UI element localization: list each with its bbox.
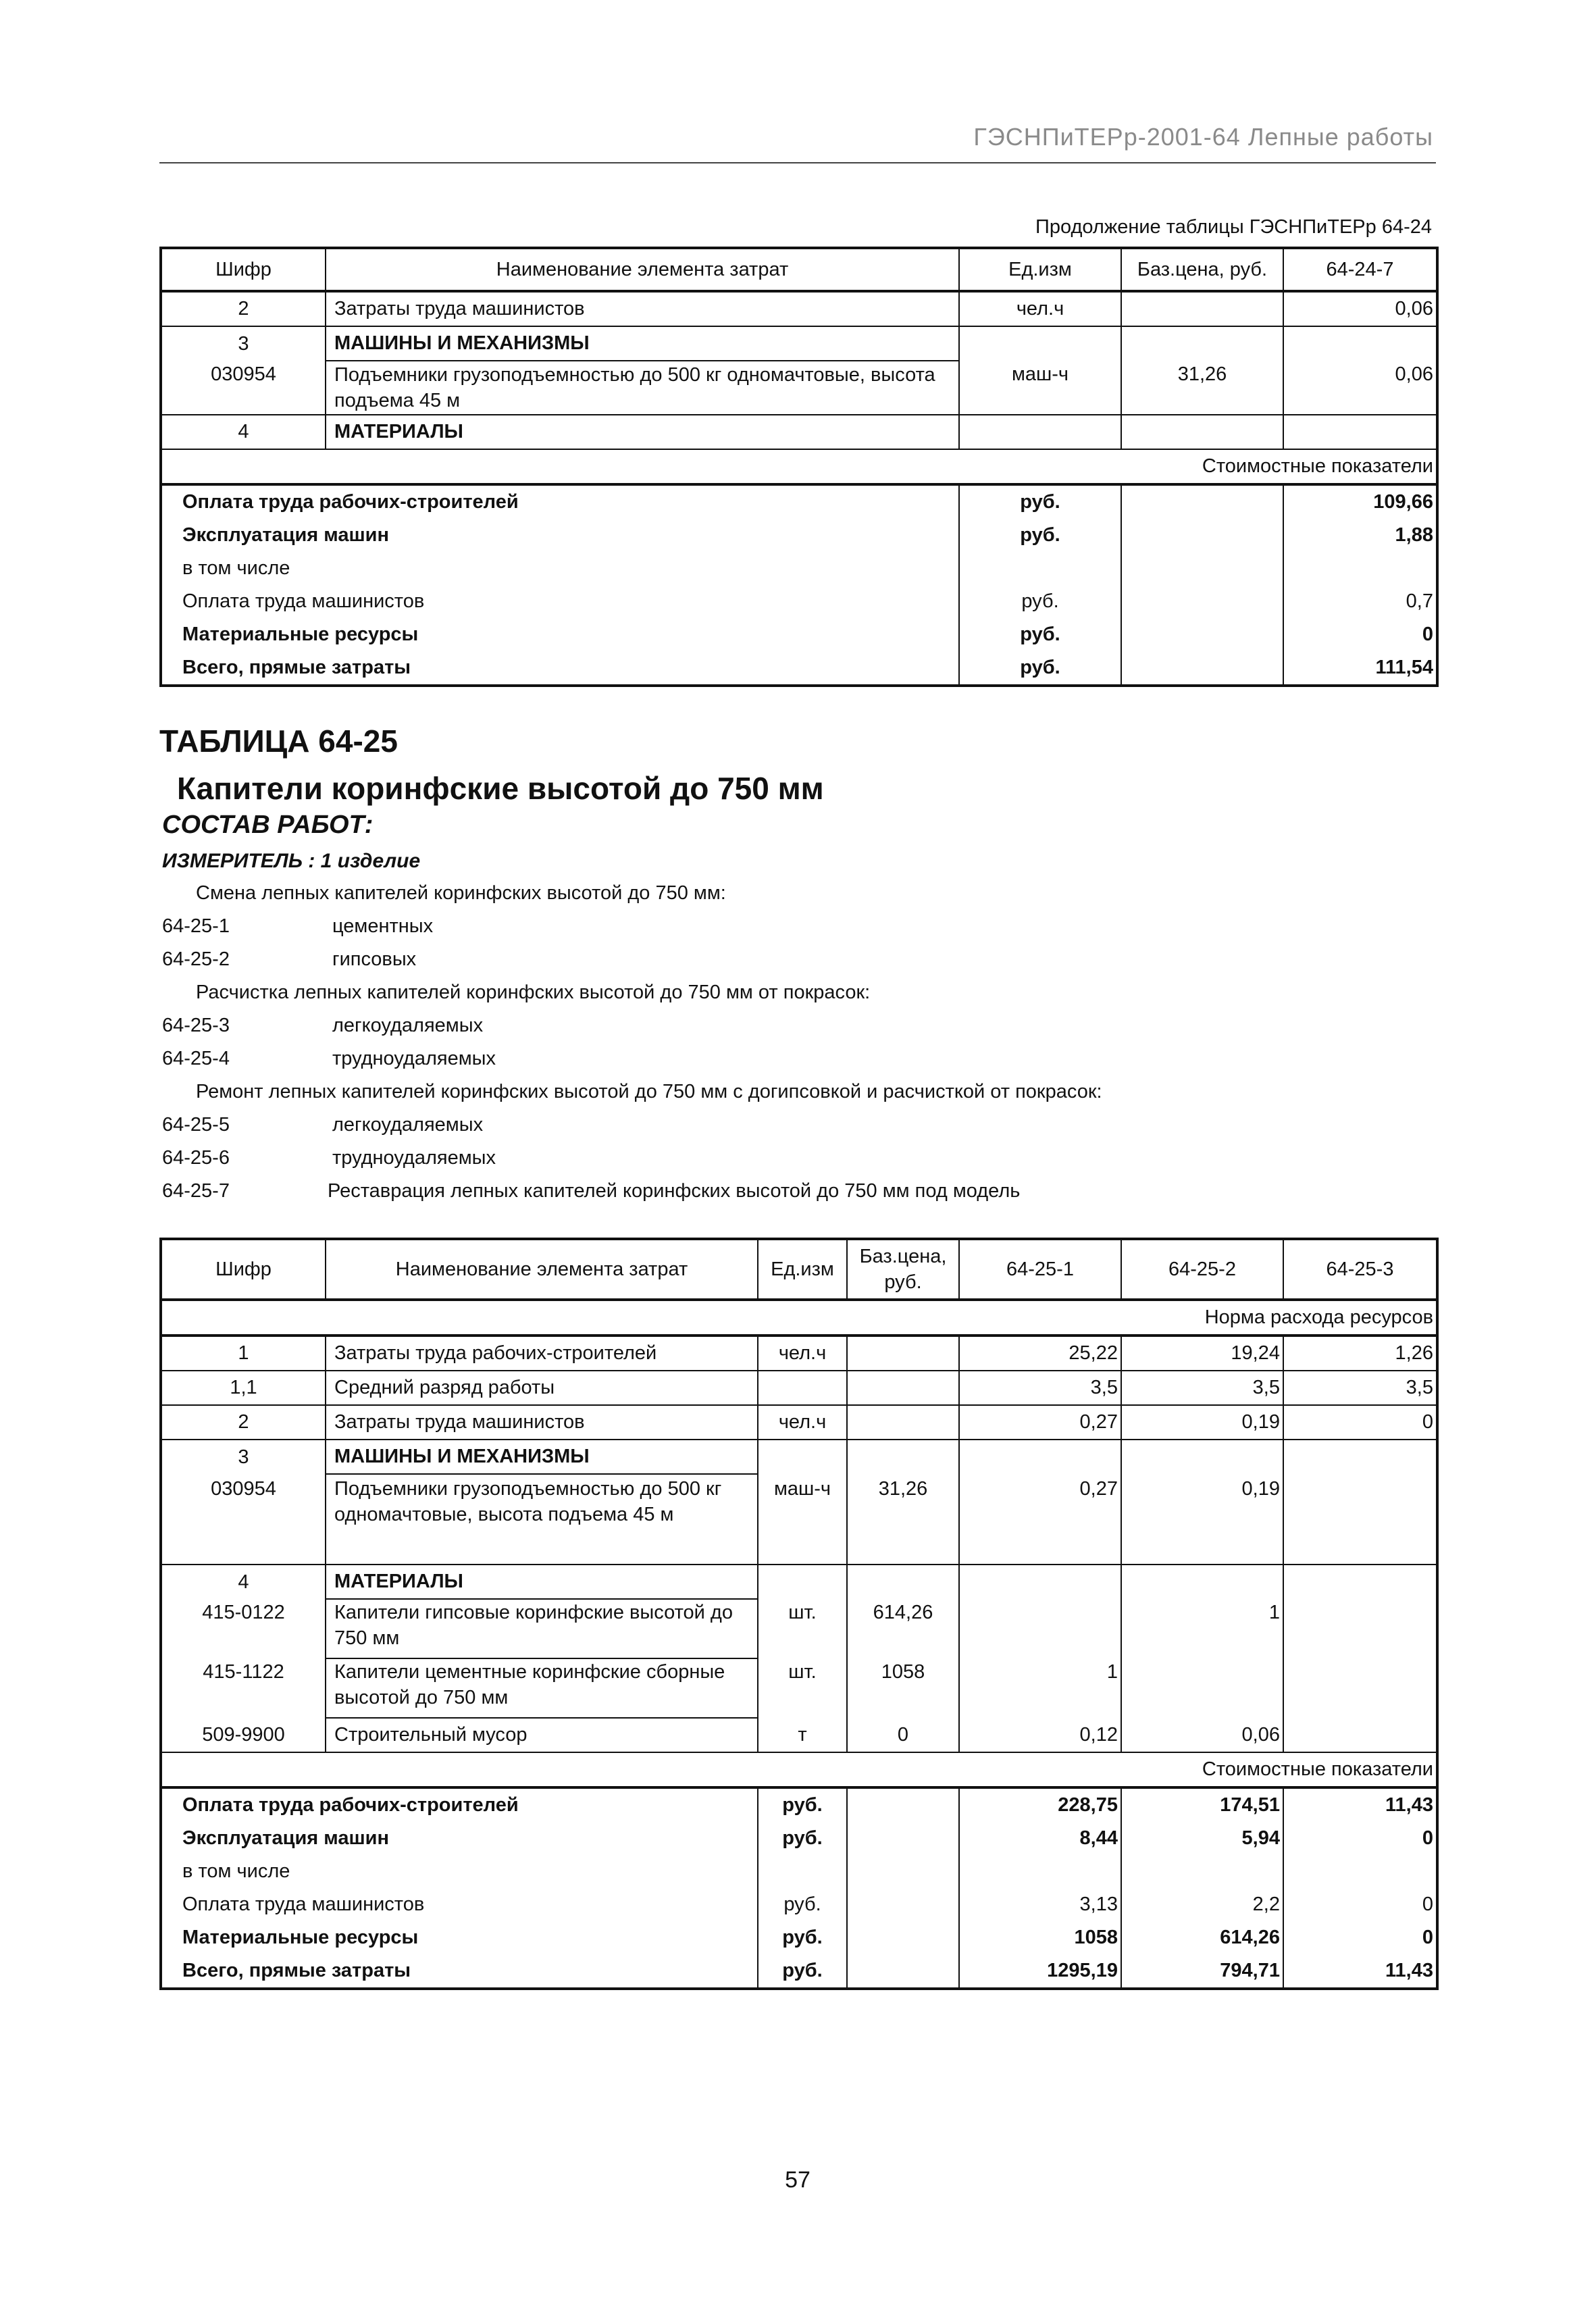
table-row xyxy=(161,326,1437,361)
col-header-64-25-2: 64-25-2 xyxy=(1121,1239,1283,1300)
cost-price xyxy=(1121,585,1283,618)
table-title: ТАБЛИЦА 64-25 xyxy=(159,723,398,759)
row-value-3 xyxy=(1283,1718,1437,1752)
work-item-code: 64-25-4 xyxy=(162,1048,230,1069)
cost-row xyxy=(161,1855,1437,1888)
cost-row xyxy=(161,484,1437,519)
cost-unit: руб. xyxy=(758,1822,847,1855)
table-row xyxy=(161,1658,1437,1718)
row-name: Подъемники грузоподъемностью до 500 кг одномачтовые, высота подъема 45 м xyxy=(326,361,959,415)
row-value: 0,06 xyxy=(1283,361,1437,415)
cost-label: Оплата труда машинистов xyxy=(161,585,959,618)
row-value-3 xyxy=(1283,1440,1437,1474)
cost-value: 0,7 xyxy=(1283,585,1437,618)
cost-label: Материальные ресурсы xyxy=(161,1921,758,1954)
work-item-code: 64-25-6 xyxy=(162,1147,230,1169)
work-item-text: цементных xyxy=(332,915,434,937)
row-unit xyxy=(758,1565,847,1599)
cost-row xyxy=(161,1888,1437,1921)
row-name: Капители цементные коринфские сборные высотой до 750 мм xyxy=(326,1658,758,1718)
cost-section-header: Стоимостные показатели xyxy=(161,449,1437,484)
col-header-unit: Ед.изм xyxy=(959,248,1121,291)
table-row xyxy=(161,1565,1437,1599)
row-value-1 xyxy=(959,1565,1121,1599)
cost-label: Всего, прямые затраты xyxy=(161,651,959,686)
row-value-1: 0,27 xyxy=(959,1474,1121,1565)
row-value-1: 0,12 xyxy=(959,1718,1121,1752)
table-row xyxy=(161,1718,1437,1752)
row-unit: шт. xyxy=(758,1658,847,1718)
cost-unit: руб. xyxy=(959,519,1121,552)
cost-value-1: 1058 xyxy=(959,1921,1121,1954)
row-code: 2 xyxy=(161,291,326,326)
row-price xyxy=(1121,326,1283,361)
cost-price xyxy=(847,1822,959,1855)
work-item-text: гипсовых xyxy=(332,948,417,970)
row-code: 030954 xyxy=(161,1474,326,1565)
cost-price xyxy=(1121,651,1283,686)
cost-value-3 xyxy=(1283,1855,1437,1888)
row-value-2: 0,19 xyxy=(1121,1474,1283,1565)
table-row xyxy=(161,1474,1437,1565)
row-unit xyxy=(758,1440,847,1474)
row-code: 4 xyxy=(161,415,326,449)
row-price: 0 xyxy=(847,1718,959,1752)
header-rule xyxy=(159,162,1436,163)
row-value-3 xyxy=(1283,1599,1437,1658)
row-name: Средний разряд работы xyxy=(326,1371,758,1405)
row-value-2 xyxy=(1121,1658,1283,1718)
cost-value-2: 794,71 xyxy=(1121,1954,1283,1989)
cost-price xyxy=(1121,519,1283,552)
row-price xyxy=(1121,291,1283,326)
row-price: 31,26 xyxy=(1121,361,1283,415)
cost-value-3: 0 xyxy=(1283,1921,1437,1954)
col-header-code: Шифр xyxy=(161,248,326,291)
work-item-code: 64-25-7 xyxy=(162,1180,230,1202)
row-code: 1 xyxy=(161,1336,326,1371)
cost-value-2: 174,51 xyxy=(1121,1787,1283,1822)
cost-price xyxy=(1121,618,1283,651)
cost-row xyxy=(161,1954,1437,1989)
row-name: МАШИНЫ И МЕХАНИЗМЫ xyxy=(326,326,959,361)
row-code: 3 xyxy=(161,1440,326,1474)
cost-unit: руб. xyxy=(758,1954,847,1989)
cost-unit: руб. xyxy=(959,618,1121,651)
table-row xyxy=(161,1371,1437,1405)
cost-unit: руб. xyxy=(959,651,1121,686)
table-row xyxy=(161,291,1437,326)
page-number: 57 xyxy=(785,2167,810,2193)
cost-label: в том числе xyxy=(161,552,959,585)
row-value-1: 0,27 xyxy=(959,1405,1121,1440)
cost-unit xyxy=(758,1855,847,1888)
row-unit xyxy=(758,1371,847,1405)
cost-label: Всего, прямые затраты xyxy=(161,1954,758,1989)
row-code: 509-9900 xyxy=(161,1718,326,1752)
row-code: 4 xyxy=(161,1565,326,1599)
row-code: 2 xyxy=(161,1405,326,1440)
cost-price xyxy=(847,1787,959,1822)
work-item-heading: Смена лепных капителей коринфских высотой до 750 мм: xyxy=(196,882,726,904)
row-value-3: 0 xyxy=(1283,1405,1437,1440)
cost-value: 111,54 xyxy=(1283,651,1437,686)
work-item-heading: Расчистка лепных капителей коринфских высотой до 750 мм от покрасок: xyxy=(196,982,871,1003)
row-code: 030954 xyxy=(161,361,326,415)
table-row xyxy=(161,1440,1437,1474)
work-item-text: Реставрация лепных капителей коринфских высотой до 750 мм под модель xyxy=(328,1180,1021,1202)
row-price xyxy=(1121,415,1283,449)
cost-unit xyxy=(959,552,1121,585)
row-code: 415-0122 xyxy=(161,1599,326,1658)
row-value-1 xyxy=(959,1599,1121,1658)
cost-label: в том числе xyxy=(161,1855,758,1888)
cost-section-header: Стоимостные показатели xyxy=(161,1752,1437,1787)
col-header-unit: Ед.изм xyxy=(758,1239,847,1300)
cost-row xyxy=(161,651,1437,686)
row-value-1: 25,22 xyxy=(959,1336,1121,1371)
work-item-text: легкоудаляемых xyxy=(332,1114,484,1136)
row-value-2: 19,24 xyxy=(1121,1336,1283,1371)
row-code: 1,1 xyxy=(161,1371,326,1405)
cost-label: Оплата труда машинистов xyxy=(161,1888,758,1921)
table-64-24 xyxy=(159,247,1439,687)
row-price xyxy=(847,1405,959,1440)
cost-price xyxy=(1121,484,1283,519)
row-code: 415-1122 xyxy=(161,1658,326,1718)
row-name: Подъемники грузоподъемностью до 500 кг одномачтовые, высота подъема 45 м xyxy=(326,1474,758,1565)
cost-value-2: 2,2 xyxy=(1121,1888,1283,1921)
col-header-name: Наименование элемента затрат xyxy=(326,1239,758,1300)
row-value-3 xyxy=(1283,1565,1437,1599)
cost-unit: руб. xyxy=(758,1787,847,1822)
row-name: Строительный мусор xyxy=(326,1718,758,1752)
row-name: Затраты труда машинистов xyxy=(326,1405,758,1440)
row-unit: чел.ч xyxy=(758,1336,847,1371)
work-item-text: трудноудаляемых xyxy=(332,1048,496,1069)
cost-row xyxy=(161,1921,1437,1954)
cost-value-2: 5,94 xyxy=(1121,1822,1283,1855)
table-row xyxy=(161,1405,1437,1440)
col-header-price: Баз.цена, руб. xyxy=(847,1239,959,1300)
row-price xyxy=(847,1336,959,1371)
cost-value-1 xyxy=(959,1855,1121,1888)
table-64-25 xyxy=(159,1238,1439,1990)
row-price: 31,26 xyxy=(847,1474,959,1565)
row-value xyxy=(1283,326,1437,361)
row-value-2: 1 xyxy=(1121,1599,1283,1658)
row-value-2: 3,5 xyxy=(1121,1371,1283,1405)
row-unit: т xyxy=(758,1718,847,1752)
cost-value-2 xyxy=(1121,1855,1283,1888)
col-header-64-25-1: 64-25-1 xyxy=(959,1239,1121,1300)
measurement-unit: ИЗМЕРИТЕЛЬ : 1 изделие xyxy=(162,850,421,872)
row-value xyxy=(1283,415,1437,449)
cost-label: Материальные ресурсы xyxy=(161,618,959,651)
cost-row xyxy=(161,618,1437,651)
row-name: МАТЕРИАЛЫ xyxy=(326,1565,758,1599)
row-value-3 xyxy=(1283,1474,1437,1565)
cost-value: 1,88 xyxy=(1283,519,1437,552)
cost-row xyxy=(161,585,1437,618)
cost-row xyxy=(161,1822,1437,1855)
cost-label: Эксплуатация машин xyxy=(161,1822,758,1855)
work-item-heading: Ремонт лепных капителей коринфских высотой до 750 мм с догипсовкой и расчисткой от покрасок: xyxy=(196,1081,1102,1102)
running-header: ГЭСНПиТЕРр-2001-64 Лепные работы xyxy=(973,123,1433,151)
table-row xyxy=(161,361,1437,415)
cost-value-1: 228,75 xyxy=(959,1787,1121,1822)
col-header-64-24-7: 64-24-7 xyxy=(1283,248,1437,291)
row-price xyxy=(847,1565,959,1599)
cost-price xyxy=(847,1888,959,1921)
norm-section-header: Норма расхода ресурсов xyxy=(161,1300,1437,1336)
cost-value-3: 0 xyxy=(1283,1822,1437,1855)
col-header-name: Наименование элемента затрат xyxy=(326,248,959,291)
table-row xyxy=(161,1336,1437,1371)
row-value-1: 3,5 xyxy=(959,1371,1121,1405)
row-value-2 xyxy=(1121,1565,1283,1599)
cost-value: 0 xyxy=(1283,618,1437,651)
cost-value-1: 1295,19 xyxy=(959,1954,1121,1989)
row-name: МАШИНЫ И МЕХАНИЗМЫ xyxy=(326,1440,758,1474)
cost-unit: руб. xyxy=(758,1888,847,1921)
cost-row xyxy=(161,552,1437,585)
cost-price xyxy=(1121,552,1283,585)
row-value-1: 1 xyxy=(959,1658,1121,1718)
row-price xyxy=(847,1440,959,1474)
cost-label: Оплата труда рабочих-строителей xyxy=(161,1787,758,1822)
table-row xyxy=(161,1599,1437,1658)
row-value-3 xyxy=(1283,1658,1437,1718)
row-name: Затраты труда рабочих-строителей xyxy=(326,1336,758,1371)
row-value-2: 0,06 xyxy=(1121,1718,1283,1752)
cost-price xyxy=(847,1954,959,1989)
col-header-64-25-3: 64-25-3 xyxy=(1283,1239,1437,1300)
row-value-3: 3,5 xyxy=(1283,1371,1437,1405)
cost-unit: руб. xyxy=(959,484,1121,519)
cost-row xyxy=(161,519,1437,552)
work-item-code: 64-25-5 xyxy=(162,1114,230,1136)
row-code: 3 xyxy=(161,326,326,361)
work-item-text: трудноудаляемых xyxy=(332,1147,496,1169)
row-value-2: 0,19 xyxy=(1121,1405,1283,1440)
col-header-price: Баз.цена, руб. xyxy=(1121,248,1283,291)
row-unit: чел.ч xyxy=(959,291,1121,326)
row-price xyxy=(847,1371,959,1405)
row-value-3: 1,26 xyxy=(1283,1336,1437,1371)
work-item-code: 64-25-1 xyxy=(162,915,230,937)
cost-value-2: 614,26 xyxy=(1121,1921,1283,1954)
continuation-caption: Продолжение таблицы ГЭСНПиТЕРр 64-24 xyxy=(1035,216,1432,238)
row-name: Затраты труда машинистов xyxy=(326,291,959,326)
row-price: 614,26 xyxy=(847,1599,959,1658)
cost-unit: руб. xyxy=(959,585,1121,618)
cost-value-3: 11,43 xyxy=(1283,1787,1437,1822)
cost-label: Оплата труда рабочих-строителей xyxy=(161,484,959,519)
work-composition-title: СОСТАВ РАБОТ: xyxy=(162,811,374,839)
cost-price xyxy=(847,1921,959,1954)
row-unit: шт. xyxy=(758,1599,847,1658)
row-price: 1058 xyxy=(847,1658,959,1718)
work-item-code: 64-25-3 xyxy=(162,1015,230,1036)
row-unit xyxy=(959,326,1121,361)
row-unit: маш-ч xyxy=(959,361,1121,415)
row-value: 0,06 xyxy=(1283,291,1437,326)
work-item-text: легкоудаляемых xyxy=(332,1015,484,1036)
row-unit: маш-ч xyxy=(758,1474,847,1565)
row-name: Капители гипсовые коринфские высотой до 750 мм xyxy=(326,1599,758,1658)
cost-price xyxy=(847,1855,959,1888)
cost-label: Эксплуатация машин xyxy=(161,519,959,552)
cost-value: 109,66 xyxy=(1283,484,1437,519)
row-value-1 xyxy=(959,1440,1121,1474)
row-value-2 xyxy=(1121,1440,1283,1474)
cost-row xyxy=(161,1787,1437,1822)
cost-value-1: 8,44 xyxy=(959,1822,1121,1855)
row-name: МАТЕРИАЛЫ xyxy=(326,415,959,449)
cost-value-3: 0 xyxy=(1283,1888,1437,1921)
table-subtitle: Капители коринфские высотой до 750 мм xyxy=(177,771,824,806)
work-item-code: 64-25-2 xyxy=(162,948,230,970)
col-header-code: Шифр xyxy=(161,1239,326,1300)
cost-value xyxy=(1283,552,1437,585)
cost-value-1: 3,13 xyxy=(959,1888,1121,1921)
row-unit xyxy=(959,415,1121,449)
cost-value-3: 11,43 xyxy=(1283,1954,1437,1989)
cost-unit: руб. xyxy=(758,1921,847,1954)
table-row xyxy=(161,415,1437,449)
row-unit: чел.ч xyxy=(758,1405,847,1440)
